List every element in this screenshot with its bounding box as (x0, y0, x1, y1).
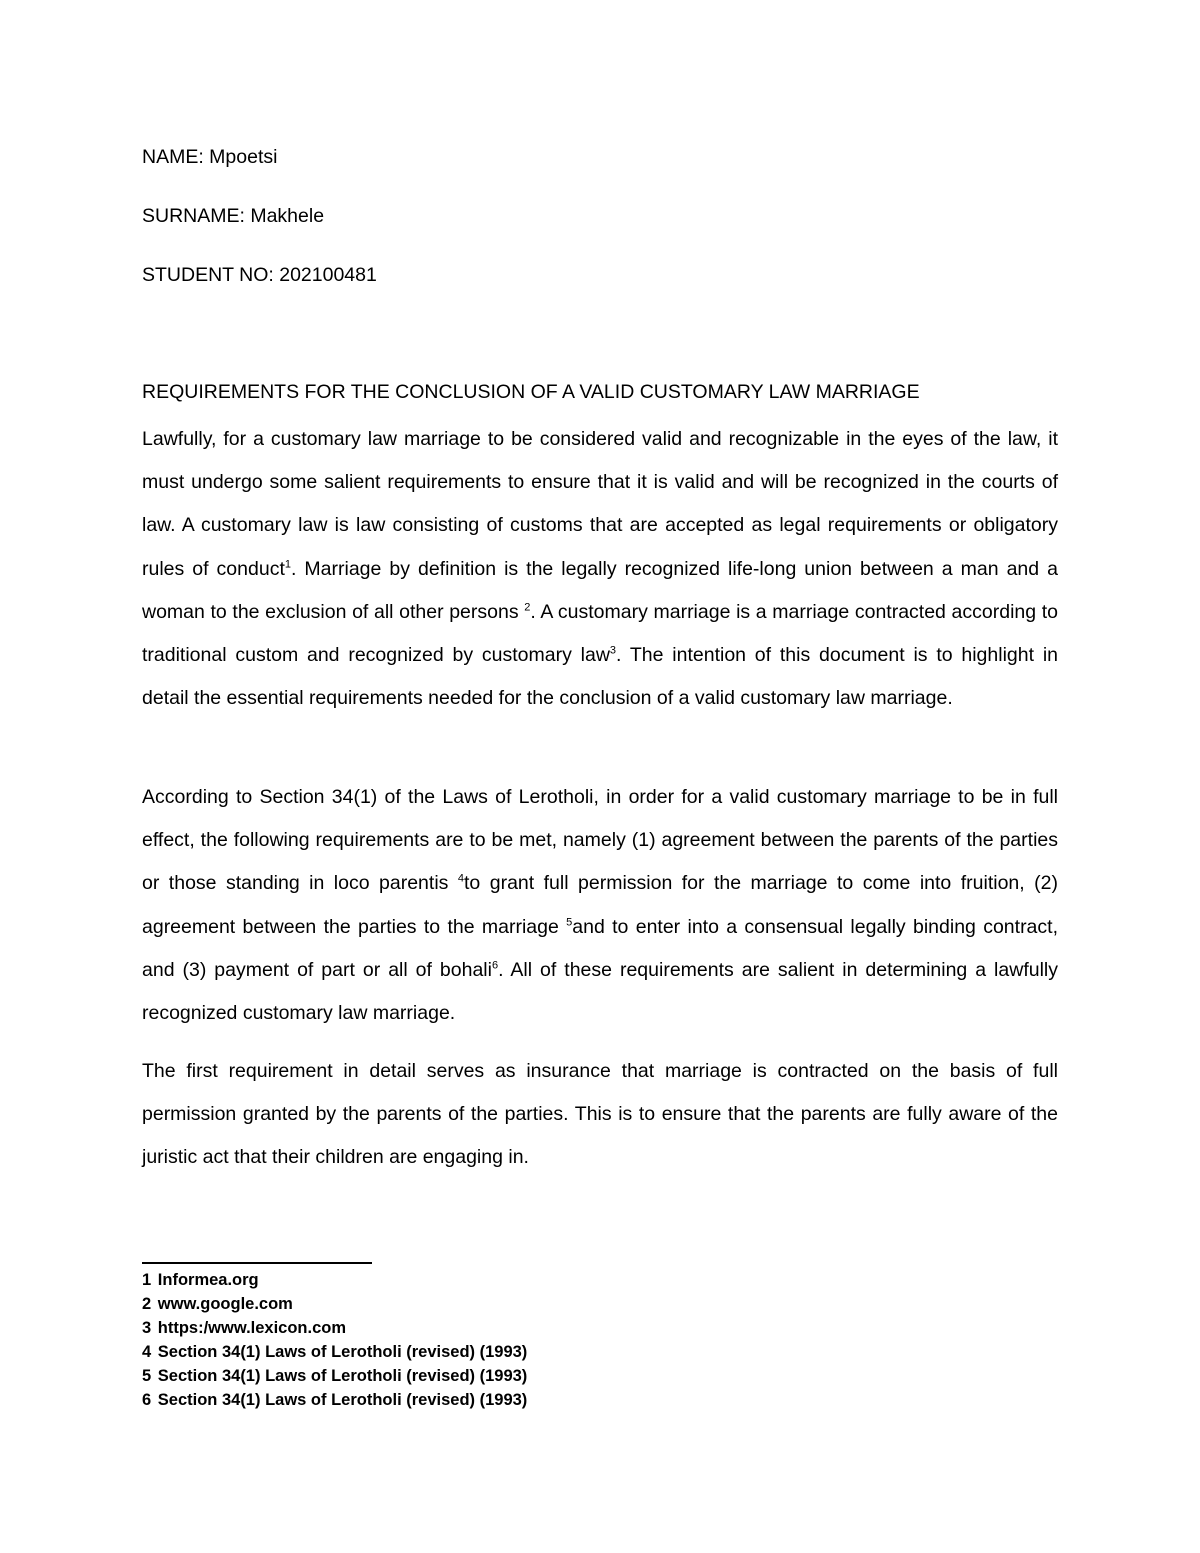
footnote-ref: 3 (609, 644, 617, 657)
footnote-number: 1 (142, 1271, 152, 1289)
student-name-line: NAME: Mpoetsi (142, 146, 278, 168)
footnote-list (142, 1268, 527, 1412)
footnote-text: Section 34(1) Laws of Lerotholi (revised) (1993) (157, 1391, 528, 1409)
footnote-ref: 4 (457, 872, 464, 885)
paragraph-requirements (142, 776, 1058, 1035)
footnote-item (142, 1388, 527, 1412)
student-number-line: STUDENT NO: 202100481 (142, 264, 377, 286)
footnote-item (142, 1340, 527, 1364)
footnote-number: 3 (142, 1319, 152, 1337)
paragraph-text: According to Section 34(1) of the Laws of Lerotholi, in order for a valid customary marriage to be in full effect, the following requirements are to be met, namely (1) agreement between the parents of the parties or those standing in loco parentis (142, 786, 1058, 895)
footnote-number: 2 (142, 1295, 152, 1313)
footnote-text: Section 34(1) Laws of Lerotholi (revised) (1993) (157, 1343, 528, 1361)
footnote-number: 5 (142, 1367, 152, 1385)
paragraph-text: to grant full permission for the marriage to come into fruition, (2) agreement between the parties to the marriage (142, 872, 1058, 938)
student-surname-line: SURNAME: Makhele (142, 205, 325, 227)
footnote-divider (142, 1262, 372, 1264)
footnote-item (142, 1364, 527, 1388)
document-title: REQUIREMENTS FOR THE CONCLUSION OF A VALID CUSTOMARY LAW MARRIAGE (142, 381, 920, 403)
footnote-ref: 5 (566, 916, 573, 929)
footnote-ref: 1 (284, 558, 291, 571)
footnote-ref: 6 (491, 959, 499, 972)
footnote-item (142, 1268, 527, 1292)
paragraph-text: Lawfully, for a customary law marriage to be considered valid and recognizable in the eyes of the law, it must undergo some salient requirements to ensure that it is valid and will be recognized in the courts of law. A customary law is law consisting of customs that are accepted as legal requirements or obligatory rules of conduct (142, 428, 1058, 580)
paragraph-first-requirement: The first requirement in detail serves as insurance that marriage is contracted on the basis of full permission granted by the parents of the parties. This is to ensure that the parents are fully aware of the juristic act that their children are engaging in. (142, 1060, 1058, 1169)
footnote-text: Section 34(1) Laws of Lerotholi (revised) (1993) (157, 1367, 528, 1385)
paragraph-text: . A customary marriage is a marriage contracted according to traditional custom and recognized by customary law (142, 600, 1058, 667)
paragraph-text: and to enter into a consensual legally binding contract, and (3) payment of part or all of bohali (142, 915, 1058, 981)
footnote-item (142, 1316, 527, 1340)
paragraph-text: . All of these requirements are salient in determining a lawfully recognized customary law marriage. (142, 958, 1058, 1025)
footnote-number: 6 (142, 1391, 152, 1409)
footnote-ref: 2 (524, 601, 531, 614)
paragraph-text: . The intention of this document is to highlight in detail the essential requirements needed for the conclusion of a valid customary law marriage. (142, 644, 1058, 710)
footnote-text: https:/www.lexicon.com (157, 1319, 347, 1337)
footnote-text: www.google.com (157, 1295, 293, 1313)
paragraph-text: . Marriage by definition is the legally recognized life-long union between a man and a woman to the exclusion of all other persons (142, 557, 1058, 623)
footnote-number: 4 (142, 1343, 152, 1361)
footnote-item (142, 1292, 527, 1316)
paragraph-introduction (142, 418, 1058, 720)
footnote-text: Informea.org (157, 1271, 259, 1289)
